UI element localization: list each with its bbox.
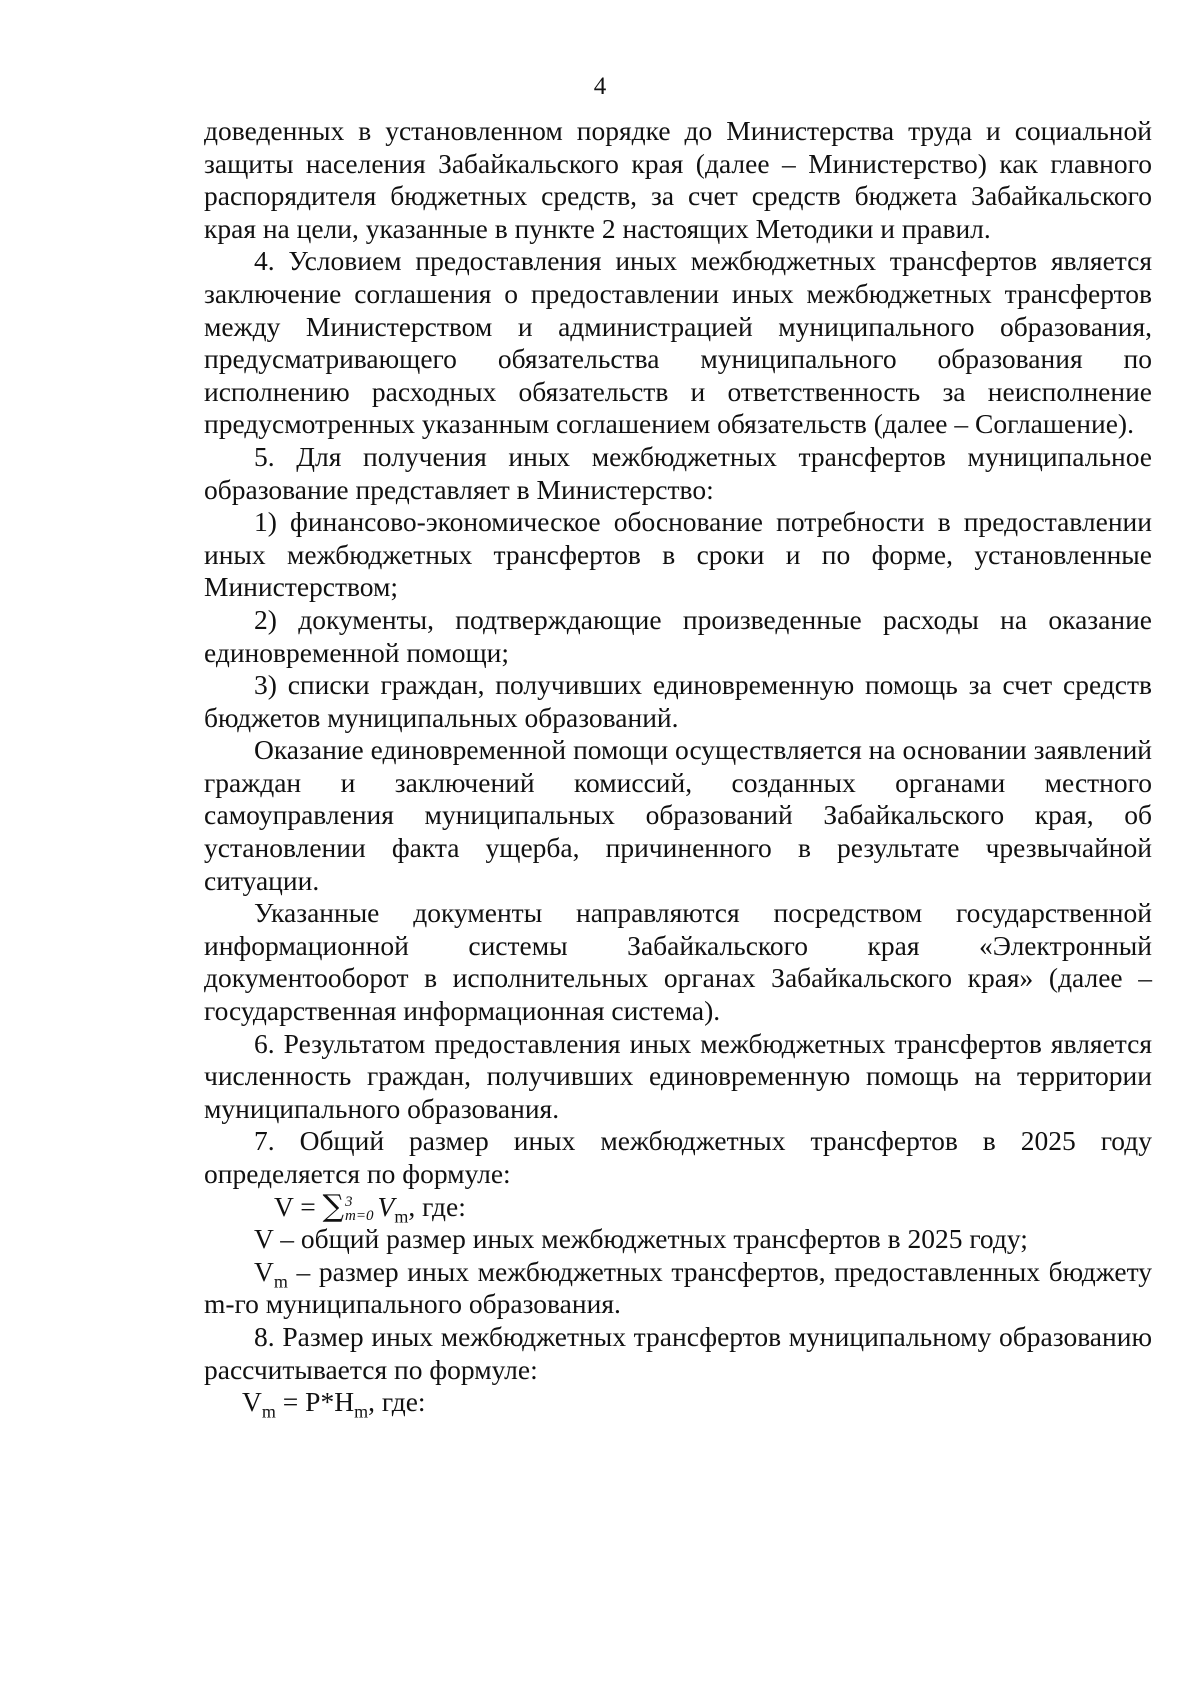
paragraph-item-6: 6. Результатом предоставления иных межбюджетных трансфертов является численность граждан, получивших единовременную помощь на территории муниципального образования. bbox=[204, 1027, 1152, 1124]
definition-vm-sub: m bbox=[273, 1271, 288, 1292]
formula-total-tail: , где: bbox=[408, 1190, 466, 1222]
sum-upper-limit: 3 bbox=[345, 1194, 353, 1211]
definition-v: V – общий размер иных межбюджетных трансфертов в 2025 году; bbox=[254, 1223, 1028, 1255]
formula-total bbox=[204, 1188, 1152, 1227]
sum-sign-icon: ∑ bbox=[322, 1188, 345, 1224]
paragraph-item-5: 5. Для получения иных межбюджетных трансфертов муниципальное образование представляет в Министерство: bbox=[204, 440, 1152, 505]
formula-municipal-v-sub: m bbox=[261, 1401, 276, 1422]
formula-total-lhs: V = bbox=[274, 1190, 323, 1222]
document-body bbox=[204, 115, 1152, 1422]
list-item-1: 1) финансово-экономическое обоснование потребности в предоставлении иных межбюджетных трансфертов в сроки и по форме, установленные Министерством; bbox=[204, 506, 1152, 603]
definition-vm-var: V bbox=[254, 1255, 274, 1287]
list-item-3: 3) списки граждан, получивших единовременную помощь за счет средств бюджетов муниципальных образований. bbox=[204, 669, 1152, 733]
formula-total-var: V bbox=[377, 1190, 395, 1222]
sum-lower-limit: m=0 bbox=[345, 1208, 374, 1225]
formula-municipal-tail: , где: bbox=[368, 1386, 426, 1418]
paragraph-assistance: Оказание единовременной помощи осуществляется на основании заявлений граждан и заключений комиссий, созданных органами местного самоуправления муниципальных образований Забайкальского края, об установлении факта ущерба, причиненного в результате чрезвычайной ситуации. bbox=[204, 734, 1152, 896]
page-number: 4 bbox=[593, 73, 607, 100]
definition-vm-text: – размер иных межбюджетных трансфертов, предоставленных бюджету m-го муниципального образования. bbox=[204, 1255, 1152, 1320]
paragraph-item-7: 7. Общий размер иных межбюджетных трансфертов в 2025 году определяется по формуле: bbox=[204, 1125, 1152, 1189]
formula-municipal-mid: = P*H bbox=[275, 1386, 355, 1418]
sum-limits bbox=[345, 1195, 373, 1223]
paragraph-item-4: 4. Условием предоставления иных межбюджетных трансфертов является заключение соглашения о предоставлении иных межбюджетных трансфертов между Министерством и администрацией муниципального образования, предусматривающего обязательства муниципального образования по исполнению расходных обязательств и ответственность за неисполнение предусмотренных указанным соглашением обязательств (далее – Соглашение). bbox=[204, 245, 1152, 440]
formula-municipal bbox=[204, 1386, 1152, 1422]
list-item-2: 2) документы, подтверждающие произведенные расходы на оказание единовременной помощи; bbox=[204, 603, 1152, 668]
paragraph-documents: Указанные документы направляются посредством государственной информационной системы Забайкальского края «Электронный документооборот в исполнительных органах Забайкальского края» (далее – государственная информационная система). bbox=[204, 897, 1152, 1027]
paragraph-continuation: доведенных в установленном порядке до Министерства труда и социальной защиты населения Забайкальского края (далее – Министерство) как главного распорядителя бюджетных средств, за счет средств бюджета Забайкальского края на цели, указанные в пункте 2 настоящих Методики и правил. bbox=[204, 115, 1152, 244]
formula-municipal-h-sub: m bbox=[354, 1401, 369, 1422]
formula-total-var-sub: m bbox=[394, 1206, 409, 1227]
definition-vm bbox=[204, 1256, 1152, 1321]
paragraph-item-8: 8. Размер иных межбюджетных трансфертов муниципальному образованию рассчитывается по формуле: bbox=[204, 1321, 1152, 1385]
formula-municipal-v: V bbox=[242, 1386, 262, 1418]
